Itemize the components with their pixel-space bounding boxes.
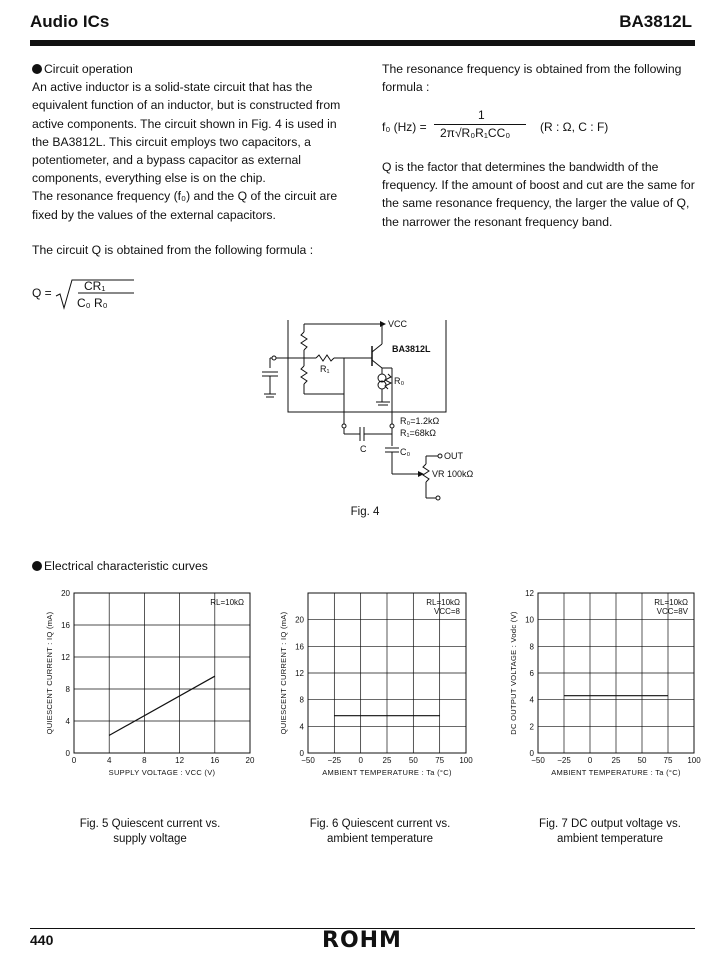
header-rule [30, 40, 695, 46]
f-formula [382, 108, 698, 148]
y-axis-label: QUIESCENT CURRENT : IQ (mA) [279, 611, 288, 735]
x-tick-label: −25 [557, 756, 571, 765]
f-intro: The resonance frequency is obtained from the following formula : [382, 62, 682, 95]
fig5-caption [60, 817, 240, 847]
x-tick-label: 75 [663, 756, 673, 765]
x-tick-label: 25 [382, 756, 392, 765]
y-tick-label: 8 [299, 695, 304, 705]
fig7-chart [486, 583, 714, 793]
page-number: 440 [30, 932, 54, 948]
y-tick-label: 0 [529, 749, 534, 758]
y-tick-label: 16 [61, 621, 70, 630]
x-tick-label: 50 [637, 756, 647, 765]
x-tick-label: −25 [327, 756, 342, 765]
fig7-caption-line1: Fig. 7 DC output voltage vs. [539, 818, 681, 830]
resistor-top-icon [301, 332, 307, 350]
y-tick-label: 16 [295, 642, 304, 652]
r0-label: R₀ [394, 376, 405, 386]
f-numerator: 1 [478, 108, 485, 122]
chart-annotation: VCC=8V [656, 607, 688, 616]
y-tick-label: 4 [529, 695, 534, 705]
chart-annotation: RL=10kΩ [210, 598, 244, 607]
paragraph-active-inductor: An active inductor is a solid-state circuit that has the equivalent function of an inductor, but is constructed from active components. The circuit shown in Fig. 4 is used in the BA3812L. This circuit employs two capacitors, a potentiometer, and a bypass capacitor as external components, everything else is on the chip. [32, 80, 341, 186]
fig4-circuit [240, 310, 474, 510]
x-tick-label: 75 [435, 756, 445, 765]
y-tick-label: 4 [65, 717, 70, 726]
fig6-caption-line1: Fig. 6 Quiescent current vs. [309, 818, 451, 830]
x-tick-label: 100 [459, 756, 473, 765]
x-axis-label: AMBIENT TEMPERATURE : Ta (°C) [322, 768, 452, 777]
chip-label: BA3812L [392, 344, 431, 354]
x-tick-label: 16 [210, 756, 220, 765]
chart-annotation: RL=10kΩ [654, 598, 688, 607]
out-terminal-icon [438, 454, 442, 458]
y-tick-label: 10 [525, 615, 534, 625]
y-tick-label: 20 [61, 589, 70, 598]
q-denominator: C₀ R₀ [77, 296, 108, 310]
x-tick-label: 20 [245, 756, 255, 765]
q-intro: The circuit Q is obtained from the following formula : [32, 243, 314, 257]
y-tick-label: 2 [529, 722, 534, 732]
fig6-caption [290, 817, 470, 847]
f-formula-lhs: f₀ (Hz) = [382, 120, 427, 134]
section-heading-text: Electrical characteristic curves [44, 559, 208, 573]
fig5-chart [20, 583, 255, 793]
wiper-arrow-icon [418, 471, 424, 477]
chart-annotation: VCC=8 [433, 607, 460, 616]
x-tick-label: 100 [687, 756, 701, 765]
resistor-lower-icon [301, 366, 307, 384]
q-numerator: CR₁ [84, 279, 106, 293]
y-tick-label: 4 [299, 722, 304, 732]
rohm-logo: ROHM [322, 928, 402, 953]
f-units: (R : Ω, C : F) [540, 120, 609, 134]
x-axis-label: AMBIENT TEMPERATURE : Ta (°C) [551, 768, 681, 777]
fig7-caption [520, 817, 700, 847]
fig4-caption: Fig. 4 [350, 506, 380, 518]
r1-resistor-icon [316, 355, 334, 361]
chart-annotation: RL=10kΩ [426, 598, 460, 607]
x-tick-label: 8 [142, 756, 147, 765]
vr-label: VR 100kΩ [432, 469, 474, 479]
fig7-caption-line2: ambient temperature [556, 833, 664, 845]
heading-text: Circuit operation [44, 62, 133, 76]
vcc-label: VCC [388, 319, 408, 329]
x-tick-label: 0 [358, 756, 363, 765]
y-axis-label: QUIESCENT CURRENT : IQ (mA) [45, 611, 54, 735]
vr-potentiometer-icon [423, 464, 429, 482]
plot-frame [74, 593, 250, 753]
y-tick-label: 0 [65, 749, 70, 758]
fraction-bar [434, 124, 526, 125]
fig6-chart [258, 583, 488, 793]
y-tick-label: 6 [529, 669, 534, 678]
section-heading [32, 557, 208, 575]
x-tick-label: 12 [175, 756, 185, 765]
q-formula [32, 278, 142, 314]
chip-outline [288, 320, 446, 412]
right-column [382, 60, 698, 96]
fig5-caption-line1: Fig. 5 Quiescent current vs. [79, 818, 221, 830]
r1-value: R₁=68kΩ [400, 428, 437, 438]
y-tick-label: 12 [525, 589, 534, 598]
x-tick-label: 0 [587, 756, 593, 765]
input-terminal-icon [272, 356, 276, 360]
x-tick-label: −50 [531, 756, 545, 765]
q-formula-lhs: Q = [32, 286, 52, 300]
y-axis-label: DC OUTPUT VOLTAGE : Vodc (V) [509, 611, 518, 735]
out-label: OUT [444, 451, 463, 461]
pin-c-terminal-icon [342, 424, 346, 428]
x-tick-label: 0 [71, 756, 77, 765]
r0-value: R₀=1.2kΩ [400, 416, 440, 426]
y-tick-label: 12 [295, 669, 304, 678]
bullet-icon [32, 64, 42, 74]
fig6-caption-line2: ambient temperature [326, 833, 434, 845]
r1-label: R₁ [320, 364, 330, 374]
y-tick-label: 0 [299, 749, 304, 758]
c-label: C [360, 444, 367, 454]
x-tick-label: 25 [611, 756, 621, 765]
fig5-caption-line2: supply voltage [113, 833, 187, 845]
f-denominator: 2π√R₀R₁CC₀ [440, 126, 511, 140]
left-column [32, 60, 352, 224]
y-tick-label: 8 [529, 642, 534, 652]
y-tick-label: 12 [61, 653, 70, 662]
x-tick-label: 50 [408, 756, 418, 765]
x-axis-label: SUPPLY VOLTAGE : VCC (V) [108, 768, 216, 777]
x-tick-label: 4 [106, 756, 112, 765]
y-tick-label: 8 [65, 685, 70, 694]
header-part-number: BA3812L [619, 12, 692, 31]
paragraph-resonance: The resonance frequency (f₀) and the Q of the circuit are fixed by the values of the external capacitors. [32, 189, 338, 222]
vcc-arrow-icon [380, 321, 386, 327]
header-category: Audio ICs [30, 12, 110, 31]
data-series-line [109, 676, 215, 735]
c0-label: C₀ [400, 447, 411, 457]
x-tick-label: −50 [301, 756, 315, 765]
y-tick-label: 20 [295, 615, 304, 625]
q-description: Q is the factor that determines the bandwidth of the frequency. If the amount of boost and cut are the same for the same resonance frequency, the larger the value of Q, the narrower the resonant frequency band. [382, 160, 695, 229]
circuit-operation-heading [32, 60, 352, 78]
pin-out-terminal-icon [390, 424, 394, 428]
bullet-icon [32, 561, 42, 571]
